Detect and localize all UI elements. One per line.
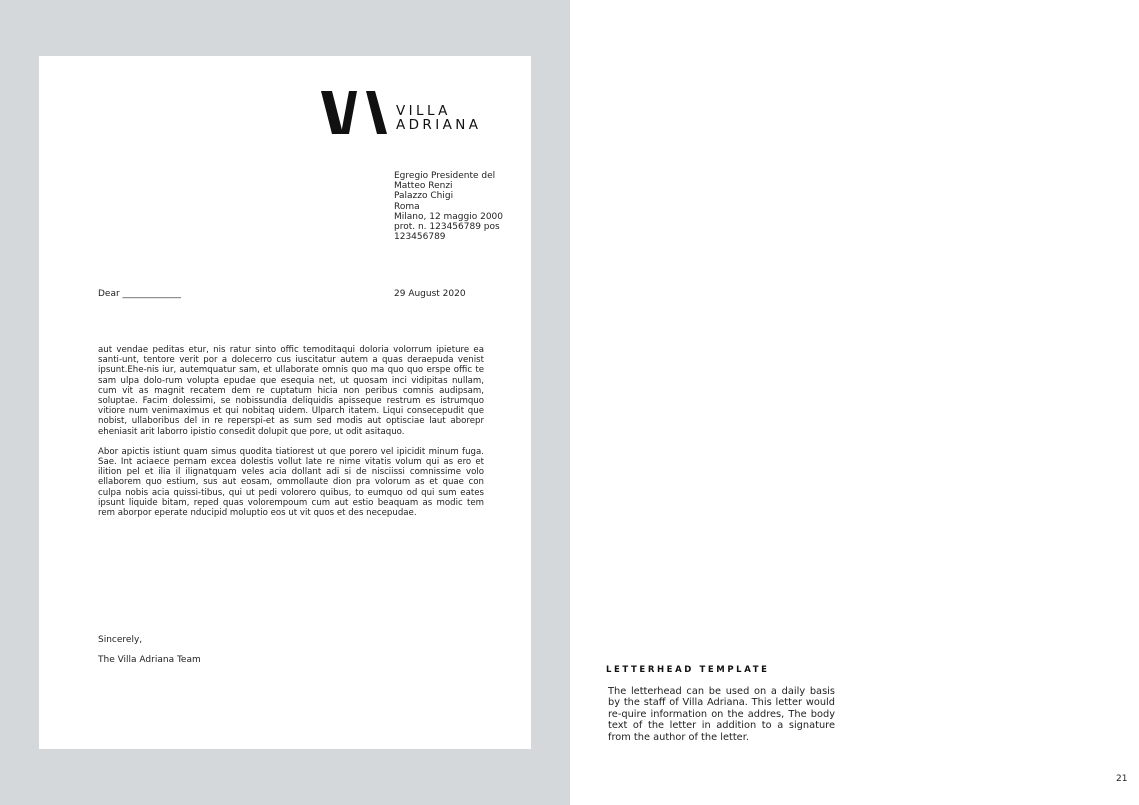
address-line: Milano, 12 maggio 2000 <box>394 211 504 222</box>
section-heading: LETTERHEAD TEMPLATE <box>606 665 770 675</box>
body-paragraph: aut vendae peditas etur, nis ratur sinto offic temoditaqui doloria volorrum ipieture ea santi-unt, tentore verit por a dolecerro cus iuscitatur autem a quas deraepuda venist ipsunt.Ehe-nis iur, autemquatur sam, et ullaborate omnis quo ma quo quo erspe offic te sam ulpa dolo-rum volupta epudae que esequia net, ut quosam inci vidipitas nullam, cum vit as magnit recatem dem re cuptatum hicia non peribus comnis audipsam, soluptae. Facim dolessimi, se nobissundia deliquidis apisseque restrum es istrumquo vitiore num venimaximus et qui nobitaq uidem. Ulparch itatem. Liqui consecepudit que nobist, ullaboribus del in re reperspi-et as sum sed modis aut optisciae laut aborepr eheniasit arit laborro ipistio consedit dolupit que pore, ut odit asitaquo. <box>98 345 484 437</box>
address-line: Egregio Presidente del <box>394 171 496 181</box>
body-paragraph: Abor apictis istiunt quam simus quodita tiatiorest ut que porero vel ipicidit minum fuga. Sae. Int aciaece pernam excea dolestis vollut late re nime vitatis volum qui as ero et ilition pel et ilia il ilignatquam veles acia dollant adi si de nisciissi comnissime volo ellaborem quo estium, sus aut eosam, ommollaute dion pra volorum as et quae con culpa nobis acia quissi-tibus, qui ut pedi volorero quibus, to eumquo od qui sum eates ipsunt liquide bitam, reped quas volorempoum cum aut estio beaquam as modic tem rem aborpor eperate nducipid moluptio eos ut vit quos et des necepudae. <box>98 446 484 519</box>
logo-line-1: VILLA <box>396 103 451 119</box>
address-line: Palazzo Chigi <box>394 191 454 202</box>
salutation: Dear _____________ <box>98 289 182 299</box>
letter-body <box>98 345 484 528</box>
address-line: Roma <box>394 201 420 212</box>
address-line: Matteo Renzi <box>394 181 453 192</box>
section-description: The letterhead can be used on a daily basis by the staff of Villa Adriana. This letter would re-quire information on the addres, The body text of the letter in addition to a signature from the author of the letter. <box>608 686 835 743</box>
logo-mark-icon <box>321 88 391 136</box>
logo-wordmark <box>396 104 481 132</box>
logo-line-2: ADRIANA <box>396 117 482 133</box>
closing: Sincerely, <box>98 635 143 645</box>
page-number: 21 <box>1116 774 1128 784</box>
address-line: prot. n. 123456789 pos 123456789 <box>394 222 500 243</box>
letter-date: 29 August 2020 <box>394 289 466 299</box>
letterhead-sheet <box>39 56 531 749</box>
villa-adriana-logo <box>321 88 501 136</box>
signature: The Villa Adriana Team <box>98 655 201 665</box>
recipient-address <box>394 171 514 242</box>
